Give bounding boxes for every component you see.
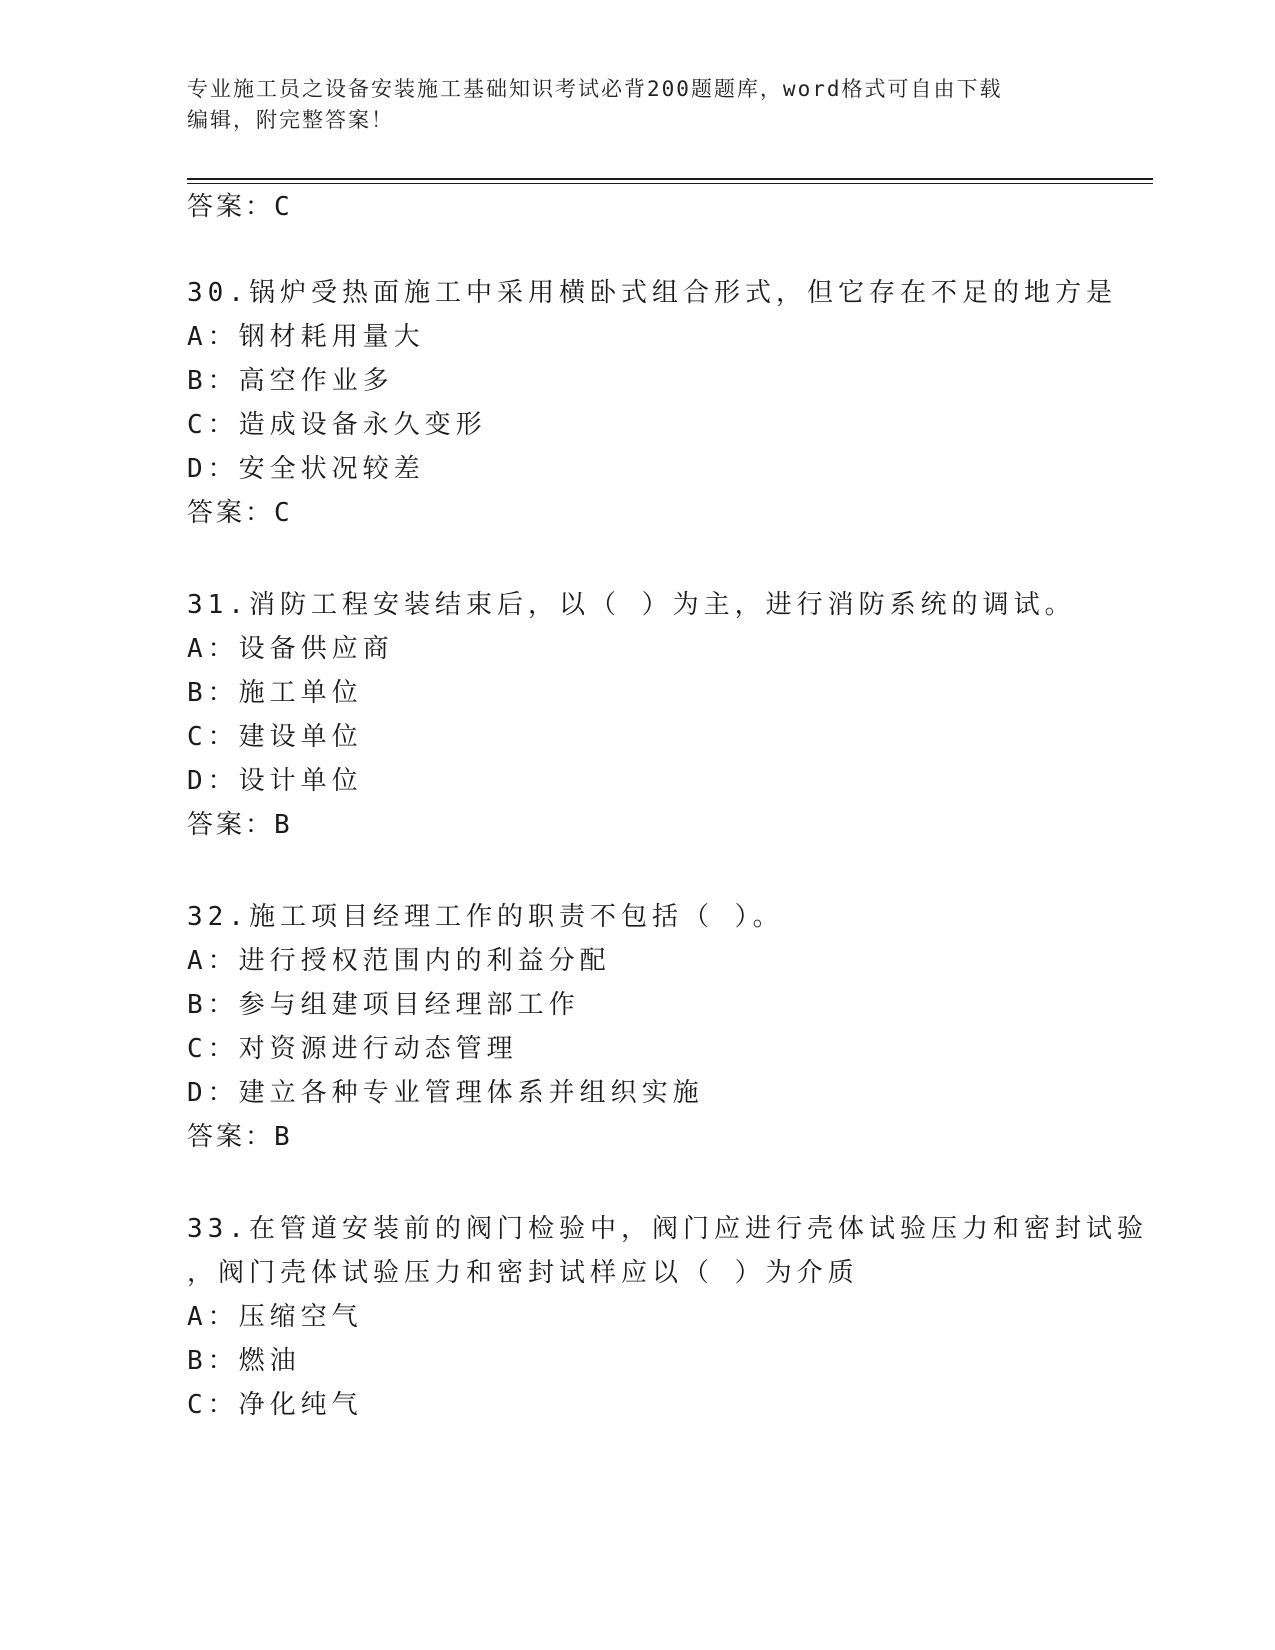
- option-d: D：安全状况较差: [187, 454, 425, 484]
- header-line-1: 专业施工员之设备安装施工基础知识考试必背200题题库，word格式可自由下载: [187, 77, 1003, 101]
- option-c: C：建设单位: [187, 722, 363, 752]
- option-b: B：施工单位: [187, 678, 363, 708]
- answer-label: 答案：: [187, 1122, 275, 1152]
- option-b: B：高空作业多: [187, 366, 394, 396]
- answer-key: B: [274, 810, 293, 840]
- option-a: A：压缩空气: [187, 1302, 363, 1332]
- question-stem: 30.锅炉受热面施工中采用横卧式组合形式，但它存在不足的地方是: [187, 278, 1117, 308]
- question-stem: 32.施工项目经理工作的职责不包括（ ）。: [187, 902, 784, 932]
- question-stem: 31.消防工程安装结束后，以（ ）为主，进行消防系统的调试。: [187, 590, 1076, 620]
- answer-label: 答案：: [187, 810, 275, 840]
- option-c: C：净化纯气: [187, 1390, 363, 1420]
- option-c: C：对资源进行动态管理: [187, 1034, 518, 1064]
- answer-label: 答案：: [187, 192, 275, 222]
- header-line-2: 编辑，附完整答案！: [187, 108, 394, 132]
- option-a: A：进行授权范围内的利益分配: [187, 946, 611, 976]
- header-rule-thick: [187, 178, 1153, 180]
- option-b: B：参与组建项目经理部工作: [187, 990, 580, 1020]
- option-d: D：设计单位: [187, 766, 363, 796]
- option-a: A：设备供应商: [187, 634, 394, 664]
- answer-key: C: [274, 192, 293, 222]
- answer-key: B: [274, 1122, 293, 1152]
- option-a: A：钢材耗用量大: [187, 322, 425, 352]
- option-d: D：建立各种专业管理体系并组织实施: [187, 1078, 704, 1108]
- answer-line: [187, 496, 293, 530]
- option-c: C：造成设备永久变形: [187, 410, 487, 440]
- document-header: [187, 74, 1087, 136]
- question-stem: 33.在管道安装前的阀门检验中，阀门应进行壳体试验压力和密封试验: [187, 1214, 1148, 1244]
- header-rule-thin: [187, 183, 1153, 184]
- answer-key: C: [274, 498, 293, 528]
- option-b: B：燃油: [187, 1346, 301, 1376]
- question-stem-continued: ，阀门壳体试验压力和密封试样应以（ ）为介质: [187, 1258, 859, 1288]
- answer-line: [187, 1120, 293, 1154]
- answer-label: 答案：: [187, 498, 275, 528]
- answer-line: [187, 808, 293, 842]
- answer-line: [187, 190, 293, 224]
